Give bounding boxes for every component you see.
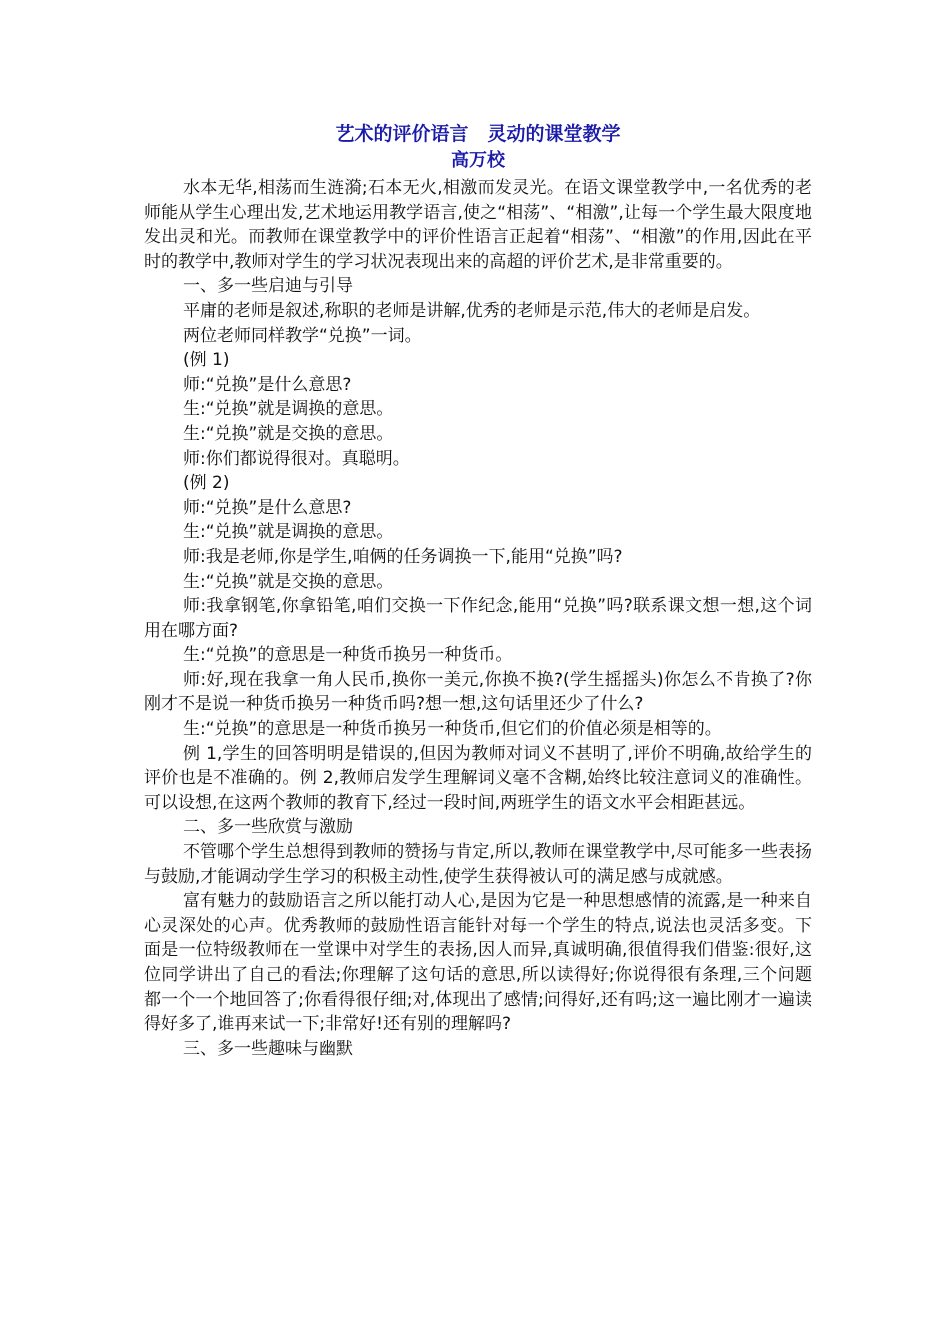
dialogue-line: 生:“兑换”就是调换的意思。 [183,522,394,543]
dialogue-line: 师:我是老师,你是学生,咱俩的任务调换一下,能用“兑换”吗? [183,546,623,567]
example-label-2: (例 2) [183,473,230,494]
section-heading-3: 三、多一些趣味与幽默 [183,1038,353,1059]
section-heading-1: 一、多一些启迪与引导 [183,276,353,297]
paragraph: 两位老师同样教学“兑换”一词。 [183,325,422,346]
dialogue-line: 师:你们都说得很对。真聪明。 [183,448,410,469]
example-label-1: (例 1) [183,350,230,371]
paragraph: 平庸的老师是叙述,称职的老师是讲解,优秀的老师是示范,伟大的老师是启发。 [183,300,761,321]
document-title: 艺术的评价语言 灵动的课堂教学 [335,123,621,145]
dialogue-line: 师:我拿钢笔,你拿铅笔,咱们交换一下作纪念,能用“兑换”吗?联系课文想一想,这个词用在哪方面? [144,596,812,641]
dialogue-line: 生:“兑换”的意思是一种货币换另一种货币,但它们的价值必须是相等的。 [183,719,722,740]
paragraph: 富有魅力的鼓励语言之所以能打动人心,是因为它是一种思想感情的流露,是一种来自心灵深处的心声。优秀教师的鼓励性语言能针对每一个学生的特点,说法也灵活多变。下面是一位特级教师在一堂课中对学生的表扬,因人而异,真诚明确,很值得我们借鉴:很好,这位同学讲出了自己的看法;你理解了这句话的意思,所以读得好;你说得很有条理,三个问题都一个一个地回答了;你看得很仔细;对,体现出了感情;问得好,还有吗;这一遍比刚才一遍读得好多了,谁再来试一下;非常好!还有别的理解吗? [144,891,812,1035]
paragraph-intro: 水本无华,相荡而生涟漪;石本无火,相激而发灵光。在语文课堂教学中,一名优秀的老师能从学生心理出发,艺术地运用教学语言,使之“相荡”、“相激”,让每一个学生最大限度地发出灵和光。而教师在课堂教学中的评价性语言正起着“相荡”、“相激”的作用,因此在平时的教学中,教师对学生的学习状况表现出来的高超的评价艺术,是非常重要的。 [144,178,812,272]
section-heading-2: 二、多一些欣赏与激励 [183,817,353,838]
dialogue-line: 生:“兑换”的意思是一种货币换另一种货币。 [183,645,513,666]
dialogue-line: 生:“兑换”就是交换的意思。 [183,571,394,592]
paragraph: 例 1,学生的回答明明是错误的,但因为教师对词义不甚明了,评价不明确,故给学生的评价也是不准确的。例 2,教师启发学生理解词义毫不含糊,始终比较注意词义的准确性。可以设想,在这两个教师的教育下,经过一段时间,两班学生的语文水平会相距甚远。 [144,743,812,813]
dialogue-line: 生:“兑换”就是交换的意思。 [183,423,394,444]
dialogue-line: 师:“兑换”是什么意思? [183,374,352,395]
document-author: 高万校 [451,150,505,171]
document-page [144,120,812,1061]
paragraph: 不管哪个学生总想得到教师的赞扬与肯定,所以,教师在课堂教学中,尽可能多一些表扬与鼓励,才能调动学生学习的积极主动性,使学生获得被认可的满足感与成就感。 [144,842,812,887]
dialogue-line: 师:“兑换”是什么意思? [183,497,352,518]
document-body [144,176,812,1061]
dialogue-line: 师:好,现在我拿一角人民币,换你一美元,你换不换?(学生摇摇头)你怎么不肯换了?你刚才不是说一种货币换另一种货币吗?想一想,这句话里还少了什么? [144,669,812,715]
dialogue-line: 生:“兑换”就是调换的意思。 [183,399,394,420]
